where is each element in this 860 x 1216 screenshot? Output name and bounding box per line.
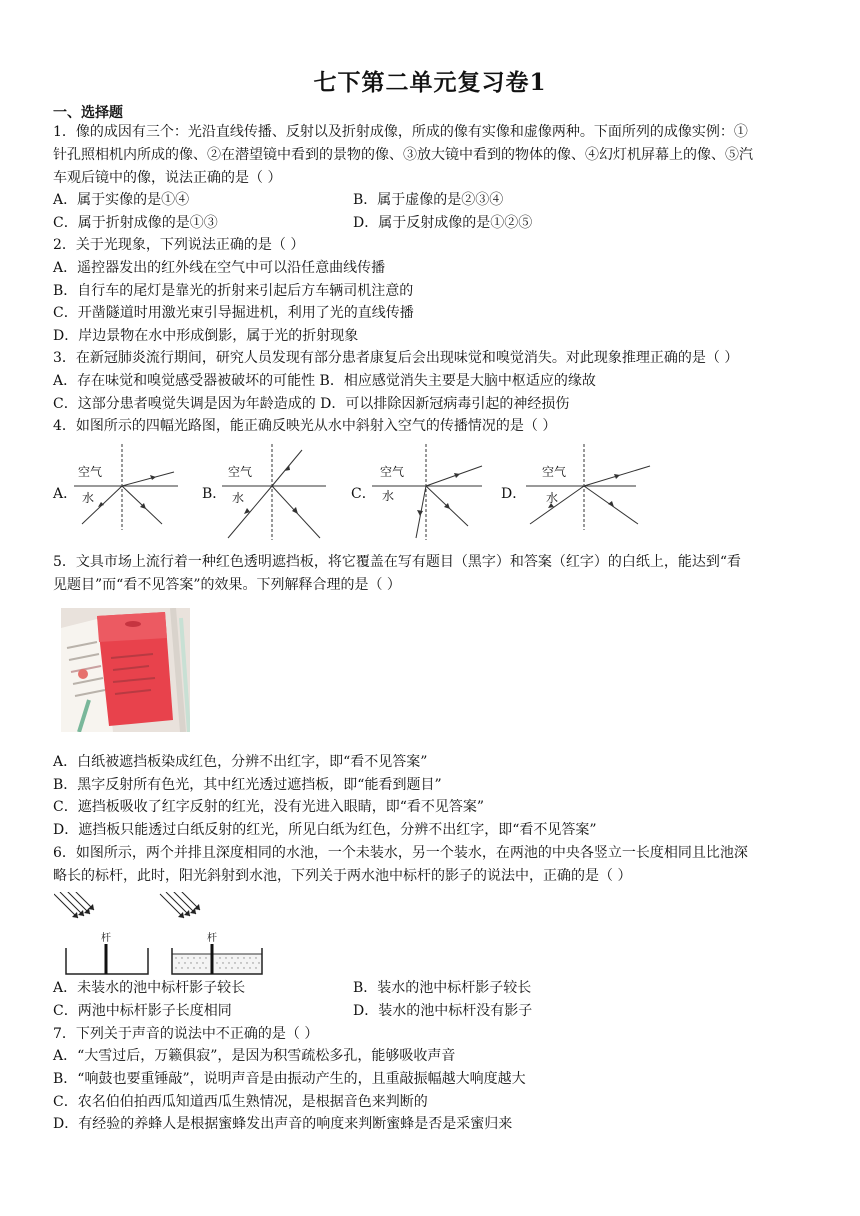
sunlight-arrows-right — [160, 892, 200, 918]
q7-option-d: D．有经验的养蜂人是根据蜜蜂发出声音的响度来判断蜜蜂是否是采蜜归来 — [53, 1116, 513, 1132]
q5-stem-line2: 见题目”而“看不见答案”的效果。下列解释合理的是（ ） — [53, 577, 401, 593]
q5-option-c: C．遮挡板吸收了红字反射的红光，没有光进入眼睛，即“看不见答案” — [53, 799, 485, 815]
q7-stem: 7．下列关于声音的说法中不正确的是（ ） — [53, 1026, 319, 1042]
red-overlay-photo — [61, 608, 190, 732]
q7-option-c: C．农名伯伯拍西瓜知道西瓜生熟情况，是根据音色来判断的 — [53, 1094, 428, 1110]
q2-option-d: D．岸边景物在水中形成倒影，属于光的折射现象 — [53, 328, 359, 344]
q2-stem: 2．关于光现象，下列说法正确的是（ ） — [53, 237, 305, 253]
section-heading: 一、选择题 — [53, 105, 123, 121]
q1-stem-line1: 1．像的成因有三个：光沿直线传播、反射以及折射成像，所成的像有实像和虚像两种。下面所列的成像实例：① — [53, 124, 748, 140]
q5-option-a: A．白纸被遮挡板染成红色，分辨不出红字，即“看不见答案” — [53, 754, 428, 770]
q3-options-ab: A．存在味觉和嗅觉感受器被破坏的可能性 B．相应感觉消失主要是大脑中枢适应的缘故 — [53, 373, 596, 389]
q4-label-c: C． — [351, 486, 376, 502]
q6-option-d: D．装水的池中标杆没有影子 — [353, 1003, 533, 1019]
page-title: 七下第二单元复习卷1 — [313, 69, 547, 96]
q3-stem: 3．在新冠肺炎流行期间，研究人员发现有部分患者康复后会出现味觉和嗅觉消失。对此现象推理正确的是（ ） — [53, 350, 739, 366]
q4-b-water-label: 水 — [232, 491, 245, 505]
water-pool-pole-label: 杆 — [207, 933, 217, 944]
q5-option-d: D．遮挡板只能透过白纸反射的红光，所见白纸为红色，分辨不出红字，即“看不见答案” — [53, 822, 597, 838]
q4-label-d: D． — [501, 486, 527, 502]
sunlight-arrows-left — [54, 892, 94, 918]
q2-option-c: C．开凿隧道时用激光束引导掘进机，利用了光的直线传播 — [53, 305, 414, 321]
q4-diagram-b — [222, 444, 332, 540]
q6-stem-line1: 6．如图所示，两个并排且深度相同的水池，一个未装水，另一个装水，在两池的中央各竖立一长度相同且比池深 — [53, 845, 748, 861]
q6-option-c: C．两池中标杆影子长度相同 — [53, 1003, 232, 1019]
empty-pool-pole-label: 杆 — [101, 933, 111, 944]
q7-option-b: B．“响鼓也要重锤敲”，说明声音是由振动产生的，且重敲振幅越大响度越大 — [53, 1071, 526, 1087]
q2-option-a: A．遥控器发出的红外线在空气中可以沿任意曲线传播 — [53, 260, 386, 276]
q1-option-d: D．属于反射成像的是①②⑤ — [353, 215, 533, 231]
q1-stem-line2: 针孔照相机内所成的像、②在潜望镜中看到的景物的像、③放大镜中看到的物体的像、④幻灯机屏幕上的像、⑤汽 — [53, 147, 753, 163]
q4-a-water-label: 水 — [82, 491, 95, 505]
q1-option-a: A．属于实像的是①④ — [53, 192, 190, 208]
q4-d-water-label: 水 — [546, 491, 559, 505]
q4-a-air-label: 空气 — [78, 465, 103, 479]
q1-option-c: C．属于折射成像的是①③ — [53, 215, 218, 231]
pool-water — [172, 954, 262, 974]
q4-c-air-label: 空气 — [380, 465, 405, 479]
q6-pools-diagram — [54, 892, 274, 976]
q4-diagram-c — [372, 444, 492, 540]
q4-diagram-a — [74, 444, 184, 530]
q6-option-a: A．未装水的池中标杆影子较长 — [53, 980, 246, 996]
q4-diagram-d — [526, 444, 656, 530]
q4-label-a: A． — [53, 486, 78, 502]
q2-option-b: B．自行车的尾灯是靠光的折射来引起后方车辆司机注意的 — [53, 283, 414, 299]
q5-option-b: B．黑字反射所有色光，其中红光透过遮挡板，即“能看到题目” — [53, 777, 442, 793]
q4-stem: 4．如图所示的四幅光路图，能正确反映光从水中斜射入空气的传播情况的是（ ） — [53, 418, 557, 434]
q4-d-air-label: 空气 — [542, 465, 567, 479]
q1-stem-line3: 车观后镜中的像，说法正确的是（ ） — [53, 170, 282, 186]
q3-options-cd: C．这部分患者嗅觉失调是因为年龄造成的 D．可以排除因新冠病毒引起的神经损伤 — [53, 396, 570, 412]
q5-stem-line1: 5．文具市场上流行着一种红色透明遮挡板，将它覆盖在写有题目（黑字）和答案（红字）的白纸上，能达到“看 — [53, 554, 742, 570]
q7-option-a: A．“大雪过后，万籁俱寂”，是因为积雪疏松多孔，能够吸收声音 — [53, 1048, 456, 1064]
q4-c-water-label: 水 — [382, 489, 395, 503]
q1-option-b: B．属于虚像的是②③④ — [353, 192, 504, 208]
q6-stem-line2: 略长的标杆，此时，阳光斜射到水池，下列关于两水池中标杆的影子的说法中，正确的是（ ） — [53, 868, 632, 884]
q4-label-b: B． — [202, 486, 227, 502]
q4-b-air-label: 空气 — [228, 465, 253, 479]
q6-option-b: B．装水的池中标杆影子较长 — [353, 980, 532, 996]
